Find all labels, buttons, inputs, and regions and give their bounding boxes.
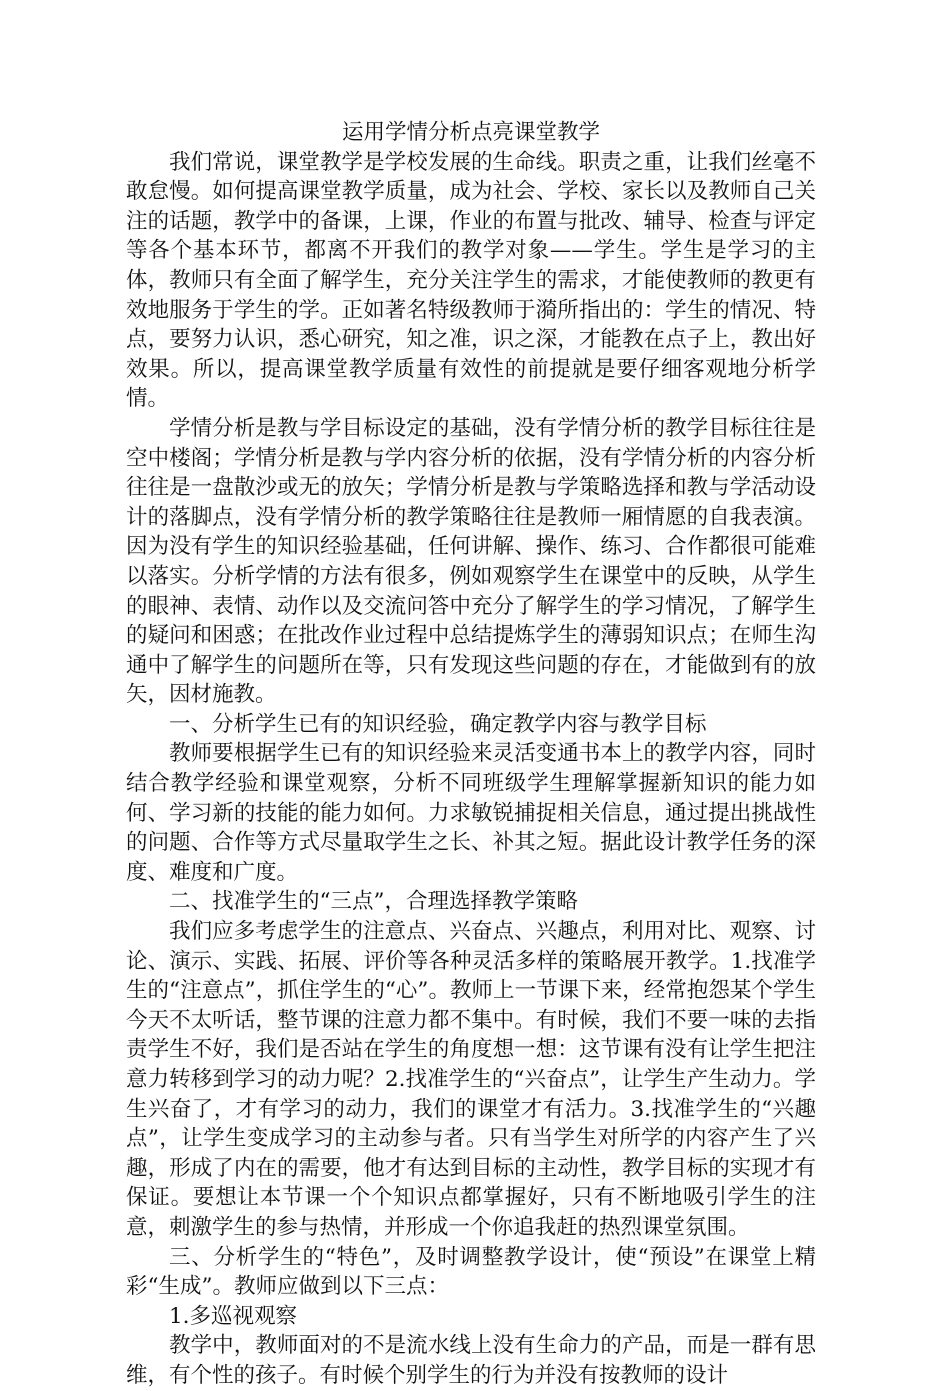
section-heading-3: 三、分析学生的“特色”，及时调整教学设计，使“预设”在课堂上精彩“生成”。教师应做到以下三点： [126, 1244, 816, 1300]
paragraph-intro: 我们常说，课堂教学是学校发展的生命线。职责之重，让我们丝毫不敢怠慢。如何提高课堂教学质量，成为社会、学校、家长以及教师自己关注的话题，教学中的备课，上课，作业的布置与批改、辅导、检查与评定等各个基本环节，都离不开我们的教学对象——学生。学生是学习的主体，教师只有全面了解学生，充分关注学生的需求，才能使教师的教更有效地服务于学生的学。正如著名特级教师于漪所指出的：学生的情况、特点，要努力认识，悉心研究，知之准，识之深，才能教在点子上，教出好效果。所以，提高课堂教学质量有效性的前提就是要仔细客观地分析学情。 [126, 149, 816, 412]
section-heading-1: 一、分析学生已有的知识经验，确定教学内容与教学目标 [169, 711, 707, 737]
paragraph-subsection-1: 教学中，教师面对的不是流水线上没有生命力的产品，而是一群有思维，有个性的孩子。有时候个别学生的行为并没有按教师的设计 [126, 1333, 816, 1388]
paragraph-learning-analysis: 学情分析是教与学目标设定的基础，没有学情分析的教学目标往往是空中楼阁；学情分析是教与学内容分析的依据，没有学情分析的内容分析往往是一盘散沙或无的放矢；学情分析是教与学策略选择和教与学活动设计的落脚点，没有学情分析的教学策略往往是教师一厢情愿的自我表演。因为没有学生的知识经验基础，任何讲解、操作、练习、合作都很可能难以落实。分析学情的方法有很多，例如观察学生在课堂中的反映，从学生的眼神、表情、动作以及交流问答中充分了解学生的学习情况，了解学生的疑问和困惑；在批改作业过程中总结提炼学生的薄弱知识点；在师生沟通中了解学生的问题所在等，只有发现这些问题的存在，才能做到有的放矢，因材施教。 [126, 415, 816, 708]
paragraph-section-1: 教师要根据学生已有的知识经验来灵活变通书本上的教学内容，同时结合教学经验和课堂观察，分析不同班级学生理解掌握新知识的能力如何、学习新的技能的能力如何。力求敏锐捕捉相关信息，通过提出挑战性的问题、合作等方式尽量取学生之长、补其之短。据此设计教学任务的深度、难度和广度。 [126, 741, 816, 885]
document-title: 运用学情分析点亮课堂教学 [341, 120, 600, 145]
paragraph-section-2: 我们应多考虑学生的注意点、兴奋点、兴趣点，利用对比、观察、讨论、演示、实践、拓展、评价等各种灵活多样的策略展开教学。1.找准学生的“注意点”，抓住学生的“心”。教师上一节课下来，经常抱怨某个学生今天不太听话，整节课的注意力都不集中。有时候，我们不要一味的去指责学生不好，我们是否站在学生的角度想一想：这节课有没有让学生把注意力转移到学习的动力呢？2.找准学生的“兴奋点”，让学生产生动力。学生兴奋了，才有学习的动力，我们的课堂才有活力。3.找准学生的“兴趣点”，让学生变成学习的主动参与者。只有当学生对所学的内容产生了兴趣，形成了内在的需要，他才有达到目标的主动性，教学目标的实现才有保证。要想让本节课一个个知识点都掌握好，只有不断地吸引学生的注意，刺激学生的参与热情，并形成一个你追我赶的热烈课堂氛围。 [126, 919, 816, 1240]
subsection-heading-1: 1.多巡视观察 [169, 1303, 298, 1329]
document-page [126, 118, 816, 1391]
section-heading-2: 二、找准学生的“三点”，合理选择教学策略 [169, 889, 578, 915]
